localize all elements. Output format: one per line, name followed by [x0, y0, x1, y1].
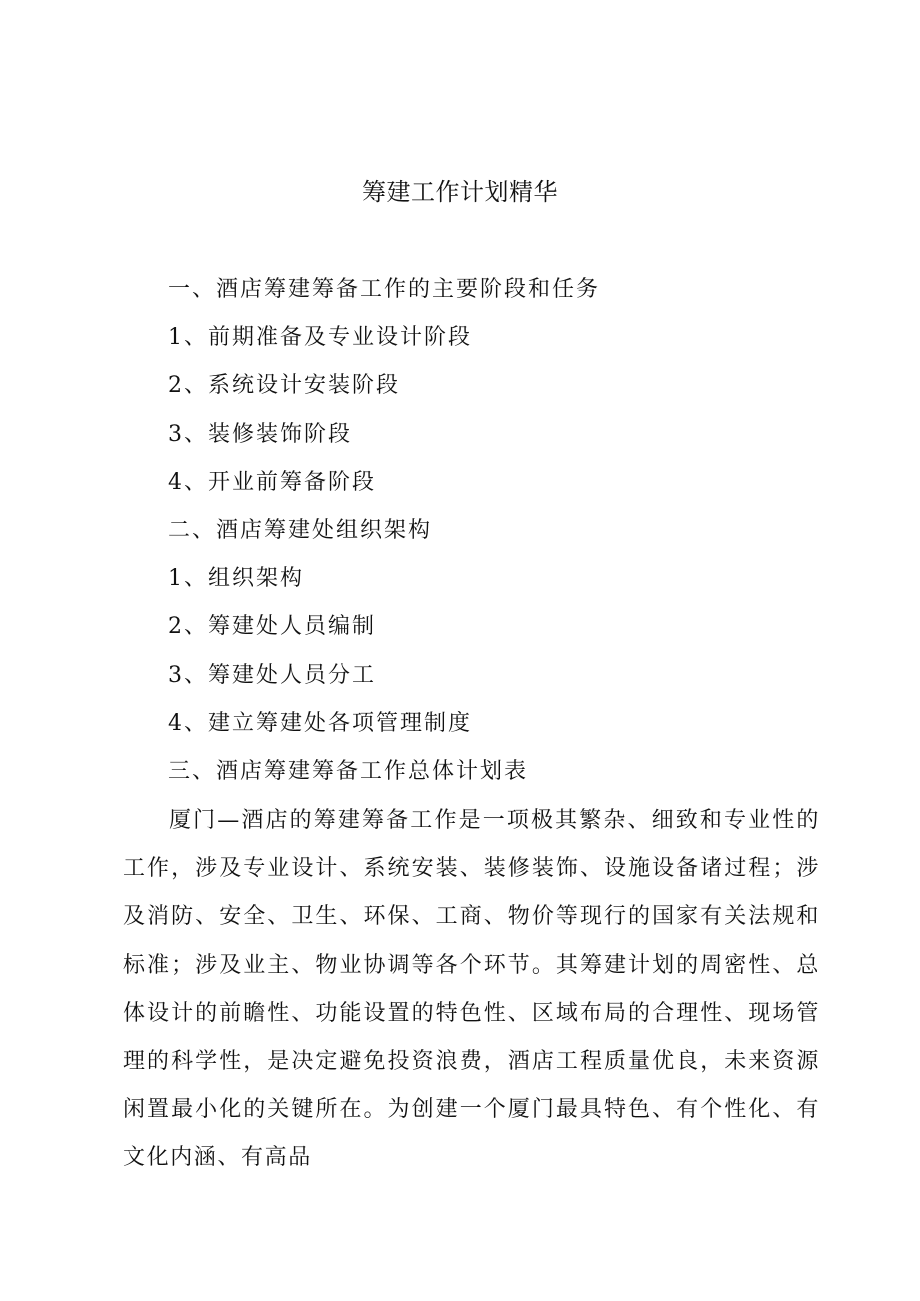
- outline-item-1-3: 3、装修装饰阶段: [168, 421, 352, 447]
- outline-item-2-1: 1、组织架构: [168, 566, 304, 592]
- outline-item-1-2: 2、系统设计安装阶段: [168, 373, 400, 399]
- outline-heading-3: 三、酒店筹建筹备工作总体计划表: [168, 758, 529, 784]
- outline-item-1-1: 1、前期准备及专业设计阶段: [168, 325, 472, 351]
- outline-list: [168, 270, 848, 800]
- body-paragraph: 厦门—酒店的筹建筹备工作是一项极其繁杂、细致和专业性的工作，涉及专业设计、系统安装、装修装饰、设施设备诸过程；涉及消防、安全、卫生、环保、工商、物价等现行的国家有关法规和标准；涉及业主、物业协调等各个环节。其筹建计划的周密性、总体设计的前瞻性、功能设置的特色性、区域布局的合理性、现场管理的科学性，是决定避免投资浪费，酒店工程质量优良，未来资源闲置最小化的关键所在。为创建一个厦门最具特色、有个性化、有文化内涵、有高品: [123, 808, 820, 1171]
- outline-item-1-4: 4、开业前筹备阶段: [168, 469, 376, 495]
- outline-item-2-4: 4、建立筹建处各项管理制度: [168, 710, 472, 736]
- outline-item-2-3: 3、筹建处人员分工: [168, 662, 376, 688]
- outline-heading-1: 一、酒店筹建筹备工作的主要阶段和任务: [168, 277, 601, 302]
- document-title: 筹建工作计划精华: [362, 178, 558, 206]
- outline-item-2-2: 2、筹建处人员编制: [168, 614, 376, 640]
- outline-heading-2: 二、酒店筹建处组织架构: [168, 517, 433, 543]
